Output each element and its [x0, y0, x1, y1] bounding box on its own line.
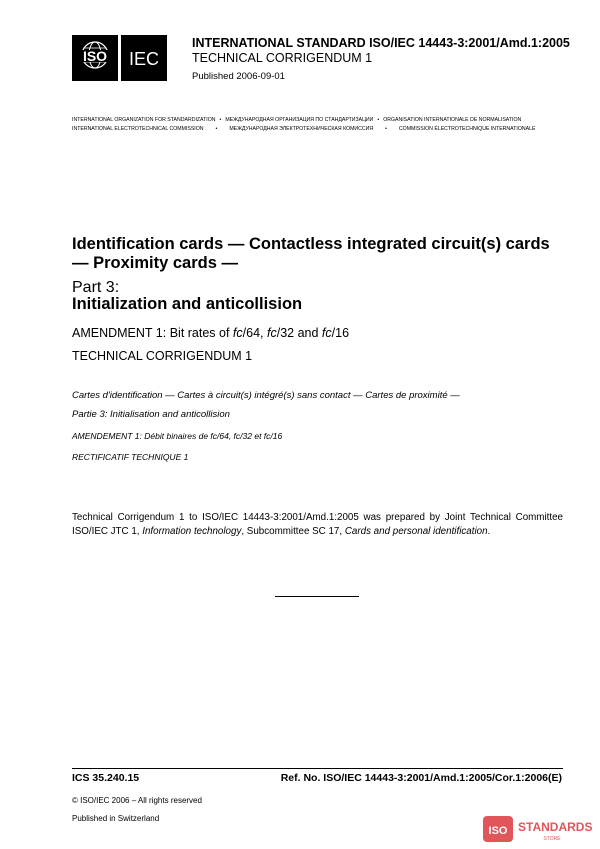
org-name: COMMISSION ÉLECTROTECHNIQUE INTERNATIONALE: [398, 126, 536, 132]
footer-rule: [72, 768, 563, 769]
iec-logo: [121, 35, 167, 81]
part-title: Initialization and anticollision: [72, 295, 303, 313]
org-name: ORGANISATION INTERNATIONALE DE NORMALISATION: [383, 117, 522, 123]
foreword-paragraph: Technical Corrigendum 1 to ISO/IEC 14443-3:2001/Amd.1:2005 was prepared by Joint Technical Committee ISO/IEC JTC 1, Information technology, Subcommittee SC 17, Cards and personal identification.: [72, 512, 563, 537]
corrigendum-label: TECHNICAL CORRIGENDUM 1: [72, 349, 253, 363]
iso-globe-icon: [72, 35, 118, 81]
iso-standards-store-logo: [482, 814, 592, 844]
french-part: Partie 3: Initialisation and anticollision: [72, 409, 230, 420]
organizations-row-2: INTERNATIONAL ELECTROTECHNICAL COMMISSION • МЕЖДУНАРОДНАЯ ЭЛЕКТРОТЕХНИЧЕСКАЯ КОМИССИЯ • COMMISSION ÉLECTROTECHNIQUE INTERNATIONALE: [72, 126, 536, 132]
published-in: Published in Switzerland: [72, 814, 160, 823]
organizations-row-1: INTERNATIONAL ORGANIZATION FOR STANDARDIZATION • МЕЖДУНАРОДНАЯ ОРГАНИЗАЦИЯ ПО СТАНДАРТИЗАЦИИ • ORGANISATION INTERNATIONALE DE NORMALISATION: [72, 117, 522, 123]
ics-code: ICS 35.240.15: [72, 772, 140, 784]
iso-logo: [72, 35, 118, 81]
amendment-title: AMENDMENT 1: Bit rates of fc/64, fc/32 and fc/16: [72, 326, 350, 340]
svg-text:ISO: ISO: [82, 48, 108, 64]
org-name: INTERNATIONAL ELECTROTECHNICAL COMMISSION: [72, 126, 204, 132]
standard-title: INTERNATIONAL STANDARD ISO/IEC 14443-3:2001/Amd.1:2005: [192, 36, 570, 50]
svg-text:IEC: IEC: [128, 49, 160, 69]
svg-text:ISO: ISO: [488, 825, 508, 837]
document-title: Identification cards — Contactless integrated circuit(s) cards — Proximity cards —: [72, 235, 550, 272]
part-number: Part 3:: [72, 279, 120, 296]
org-name: INTERNATIONAL ORGANIZATION FOR STANDARDIZATION: [72, 117, 216, 123]
french-title: Cartes d'identification — Cartes à circuit(s) intégré(s) sans contact — Cartes de proximité —: [72, 390, 460, 401]
published-date: Published 2006-09-01: [192, 71, 285, 82]
svg-text:STANDARDS: STANDARDS: [518, 820, 592, 834]
org-name: МЕЖДУНАРОДНАЯ ЭЛЕКТРОТЕХНИЧЕСКАЯ КОМИССИЯ: [229, 126, 374, 132]
french-amendment: AMENDEMENT 1: Débit binaires de fc/64, fc/32 et fc/16: [72, 431, 283, 441]
french-rectificatif: RECTIFICATIF TECHNIQUE 1: [72, 452, 189, 462]
standard-subtitle: TECHNICAL CORRIGENDUM 1: [192, 51, 373, 65]
separator-line: [275, 596, 359, 597]
svg-text:STORE: STORE: [543, 836, 561, 842]
org-name: МЕЖДУНАРОДНАЯ ОРГАНИЗАЦИЯ ПО СТАНДАРТИЗАЦИИ: [225, 117, 374, 123]
reference-number: Ref. No. ISO/IEC 14443-3:2001/Amd.1:2005/Cor.1:2006(E): [280, 772, 562, 784]
copyright-notice: © ISO/IEC 2006 – All rights reserved: [72, 796, 202, 805]
